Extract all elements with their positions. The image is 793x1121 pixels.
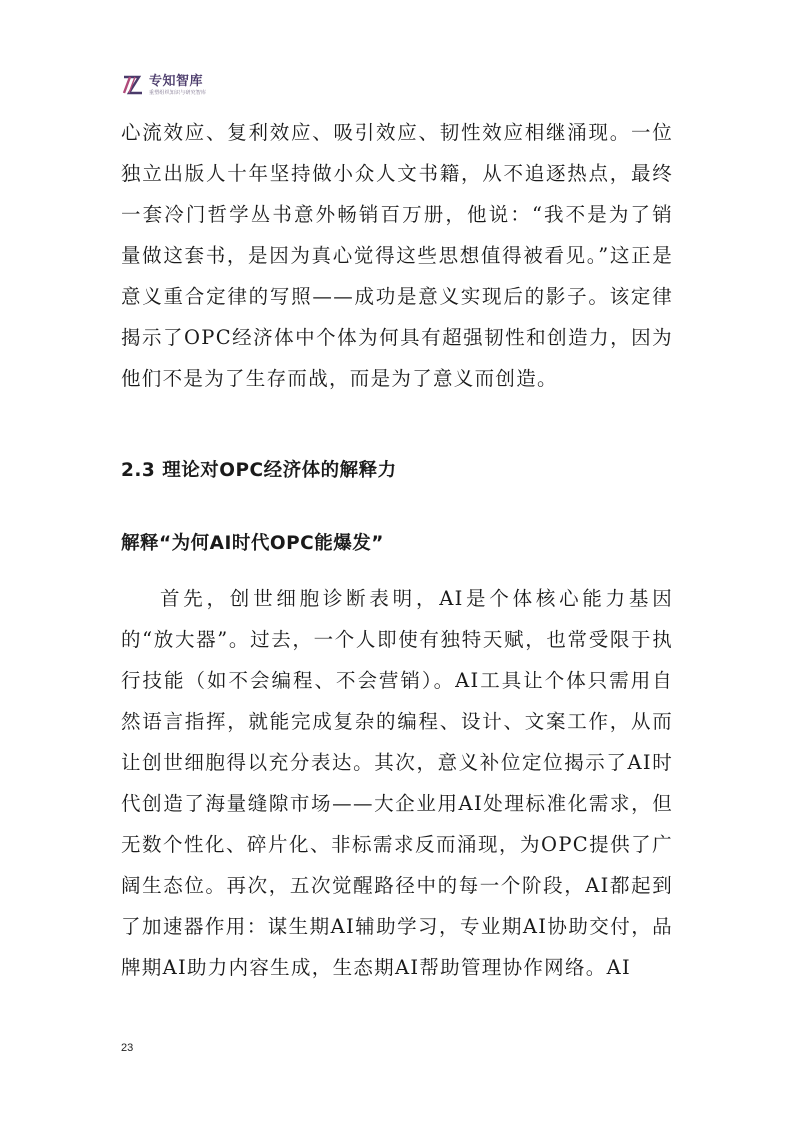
body-paragraph: 心流效应、复利效应、吸引效应、韧性效应相继涌现。一位独立出版人十年坚持做小众人文书籍，从不追逐热点，最终一套冷门哲学丛书意外畅销百万册，他说：“我不是为了销量做这套书，是因为真心觉得这些思想值得被看见。”这正是意义重合定律的写照——成功是意义实现后的影子。该定律揭示了OPC经济体中个体为何具有超强韧性和创造力，因为他们不是为了生存而战，而是为了意义而创造。 (121, 121, 673, 390)
logo-tagline: 重塑组织知识与研究智库 (149, 89, 207, 96)
document-body (121, 112, 673, 988)
body-paragraph: 首先，创世细胞诊断表明，AI是个体核心能力基因的“放大器”。过去，一个人即使有独特天赋，也常受限于执行技能（如不会编程、不会营销）。AI工具让个体只需用自然语言指挥，就能完成复杂的编程、设计、文案工作，从而让创世细胞得以充分表达。其次，意义补位定位揭示了AI时代创造了海量缝隙市场——大企业用AI处理标准化需求，但无数个性化、碎片化、非标需求反而涌现，为OPC提供了广阔生态位。再次，五次觉醒路径中的每一个阶段，AI都起到了加速器作用：谋生期AI辅助学习，专业期AI协助交付，品牌期AI助力内容生成，生态期AI帮助管理协作网络。AI (121, 587, 673, 979)
section-heading: 2.3 理论对OPC经济体的解释力 (121, 460, 397, 481)
header-logo (121, 70, 206, 100)
zhuanzhi-logo-icon (121, 73, 145, 97)
page-number: 23 (121, 1042, 134, 1054)
logo-name: 专知智库 (149, 73, 204, 89)
subsection-heading: 解释“为何AI时代OPC能爆发” (121, 533, 384, 554)
